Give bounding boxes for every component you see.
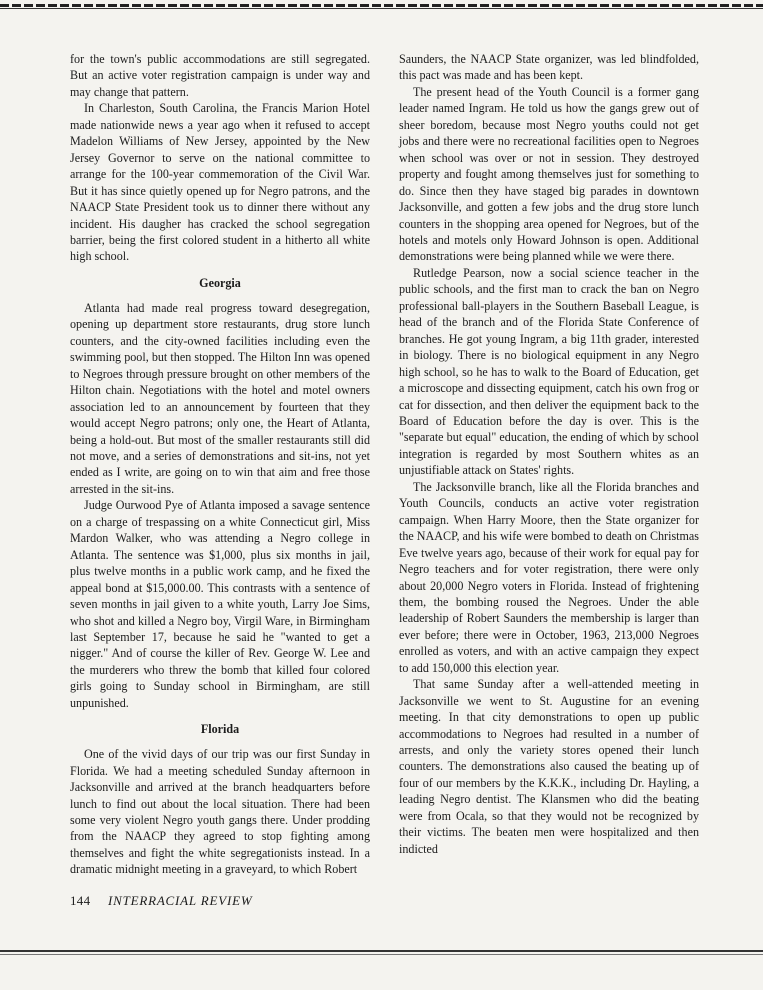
- top-rule: [0, 8, 763, 9]
- publication-name: INTERRACIAL REVIEW: [107, 893, 253, 908]
- paragraph: The Jacksonville branch, like all the Florida branches and Youth Councils, conducts an active voter registration campaign. When Harry Moore, then the State organizer for the NAACP, and his wife were bombed to death on Christmas Eve twelve years ago, because of their work for equal pay for Negro teachers and for voter registration, there were only about 20,000 Negro voters in Florida. Instead of frightening them, the bombing roused the Negroes. Under the able leadership of Robert Saunders the membership is larger than ever before; there were in October, 1963, 213,000 Negroes enrolled as voters, and with an active campaign they expect to add 150,000 this election year.: [399, 479, 699, 675]
- section-heading-georgia: Georgia: [199, 275, 241, 290]
- paragraph: Atlanta had made real progress toward desegregation, opening up department store restaurants, drug store lunch counters, and the city-owned facilities including even the swimming pool, but then stopped. The Hilton Inn was opened to Negroes through pressure brought on other members of the Hilton chain. Negotiations with the hotel and motel owners association led to an announcement by fourteen that they would accept Negro patrons; only one, the Heart of Atlanta, being a hold-out. But most of the smaller restaurants still did not move, and a series of demonstrations and sit-ins, not yet ended as I write, are going on to win that aim and free those arrested in the sit-ins.: [70, 300, 370, 496]
- section-heading-florida: Florida: [200, 722, 240, 737]
- paragraph: The present head of the Youth Council is a former gang leader named Ingram. He told us how the gangs grew out of sheer boredom, because most Negro youths could not get jobs and there were no recreational facilities open to Negroes when school was over or not in session. They destroyed property and fought among themselves just for something to do. Since then they have staged big parades in downtown Jacksonville, and gotten a few jobs and the drug store lunch counters in the shopping area opened for Negroes, but of the hotels and motels only Howard Johnson is open. Additional demonstrations were being planned while we were there.: [399, 84, 699, 264]
- page-footer: [70, 893, 252, 909]
- page-number: 144: [70, 893, 91, 908]
- right-column: [399, 51, 699, 857]
- paragraph: Rutledge Pearson, now a social science teacher in the public schools, and the first man to crack the ban on Negro professional ball-players in the Southern Baseball League, is head of the branch and of the Florida State Conference of branches. He got young Ingram, a big 11th grader, interested in biology. There is no biological equipment in any Negro high school, so he has to walk to the Board of Education, get a microscope and dissecting equipment, catch his own frog or cat for dissection, and then deliver the equipment back to the Board of Education before the day is over. This is the "separate but equal" education, the ending of which by school integration is regarded by most Southern whites as an unjustifiable attack on States' rights.: [399, 265, 699, 478]
- bottom-rule: [0, 950, 763, 952]
- paragraph: for the town's public accommodations are still segregated. But an active voter registration campaign is under way and may change that pattern.: [70, 52, 370, 99]
- paragraph: Judge Ourwood Pye of Atlanta imposed a savage sentence on a charge of trespassing on a white Connecticut girl, Miss Mardon Walker, who was attending a Negro college in Atlanta. The sentence was $1,000, plus six months in jail, plus twelve months in a public work camp, and he fixed the appeal bond at $15,000.00. This contrasts with a sentence of seven months in jail given to a white youth, Larry Joe Sims, who shot and killed a Negro boy, Virgil Ware, in Birmingham last September 17, because he said he "wanted to get a nigger." And of course the killer of Rev. George W. Lee and the murderers who threw the bomb that killed four colored girls going to Sunday school in Birmingham, are still unpunished.: [70, 498, 370, 710]
- bottom-rule-thin: [0, 954, 763, 955]
- paragraph: In Charleston, South Carolina, the Francis Marion Hotel made nationwide news a year ago when it refused to accept Madelon Williams of New Jersey, appointed by the New Jersey Governor to serve on the national committee to arrange for the 100-year commemoration of the Civil War. But it has since quietly opened up for Negro patrons, and the NAACP State President took us to dinner there without any incident. His daugher has cracked the school segregation barrier, being the first colored student in a hitherto all white high school.: [70, 101, 370, 264]
- top-dashed-rule: [0, 4, 763, 7]
- paragraph: One of the vivid days of our trip was our first Sunday in Florida. We had a meeting scheduled Sunday afternoon in Jacksonville and arrived at the branch headquarters before lunch to find out about the local situation. There had been some very violent Negro youth gangs there. Under prodding from the NAACP they agreed to stop fighting among themselves and fight the white segregationists instead. In a dramatic midnight meeting in a graveyard, to which Robert: [70, 747, 370, 877]
- paragraph: That same Sunday after a well-attended meeting in Jacksonville we went to St. Augustine for an evening meeting. In that city demonstrations to open up public accommodations to Negroes had resulted in a number of arrests, and only the variety stores opened their lunch counters. The demonstrations also caused the beating up of four of our members by the K.K.K., including Dr. Hayling, a leading Negro dentist. The Klansmen who did the beating were from Ocala, so that they would not be recognized by their victims. The beaten men were hospitalized and then indicted: [399, 677, 699, 856]
- left-column: [70, 51, 370, 878]
- paragraph: Saunders, the NAACP State organizer, was led blindfolded, this pact was made and has been kept.: [399, 52, 699, 83]
